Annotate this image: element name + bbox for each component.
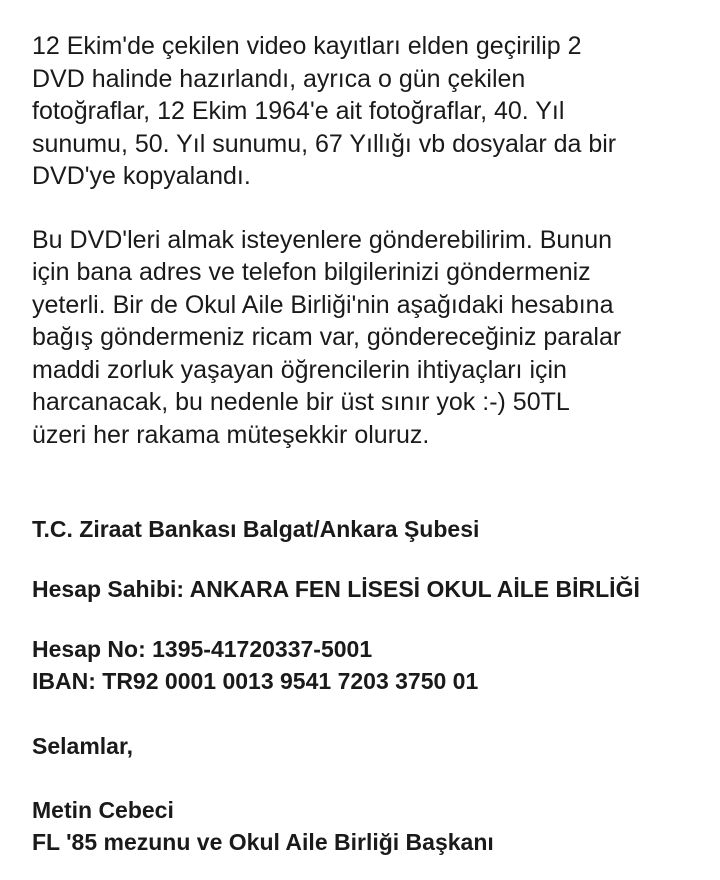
text-line: fotoğraflar, 12 Ekim 1964'e ait fotoğraflar, 40. Yıl [32,97,565,125]
text-line: maddi zorluk yaşayan öğrencilerin ihtiyaçları için [32,355,567,384]
text-line: Bu DVD'leri almak isteyenlere gönderebilirim. Bunun [32,225,613,254]
text-line: üzeri her rakama müteşekkir oluruz. [32,420,430,449]
bank-name: T.C. Ziraat Bankası Balgat/Ankara Şubesi [32,516,480,542]
signature-name: Metin Cebeci [32,797,174,823]
text-line: DVD'ye kopyalandı. [32,162,251,190]
text-line: yeterli. Bir de Okul Aile Birliği'nin aşağıdaki hesabına [32,290,614,319]
account-number: Hesap No: 1395-41720337-5001 [32,636,373,662]
paragraph-dvd-info [32,30,692,193]
text-line: 12 Ekim'de çekilen video kayıtları elden geçirilip 2 [32,32,582,60]
text-line: harcanacak, bu nedenle bir üst sınır yok :-) 50TL [32,388,570,416]
signature-title: FL '85 mezunu ve Okul Aile Birliği Başkanı [32,829,494,855]
text-line: bağış göndermeniz ricam var, göndereceğiniz paralar [32,323,622,351]
text-line: DVD halinde hazırlandı, ayrıca o gün çekilen [32,64,526,93]
document-body [32,30,692,858]
account-owner: Hesap Sahibi: ANKARA FEN LİSESİ OKUL AİLE BİRLİĞİ [32,576,640,602]
text-line: için bana adres ve telefon bilgilerinizi göndermeniz [32,258,591,286]
greeting: Selamlar, [32,733,134,759]
paragraph-donation-request [32,224,692,452]
text-line: sunumu, 50. Yıl sunumu, 67 Yıllığı vb dosyalar da bir [32,129,617,158]
iban: IBAN: TR92 0001 0013 9541 7203 3750 01 [32,668,479,694]
